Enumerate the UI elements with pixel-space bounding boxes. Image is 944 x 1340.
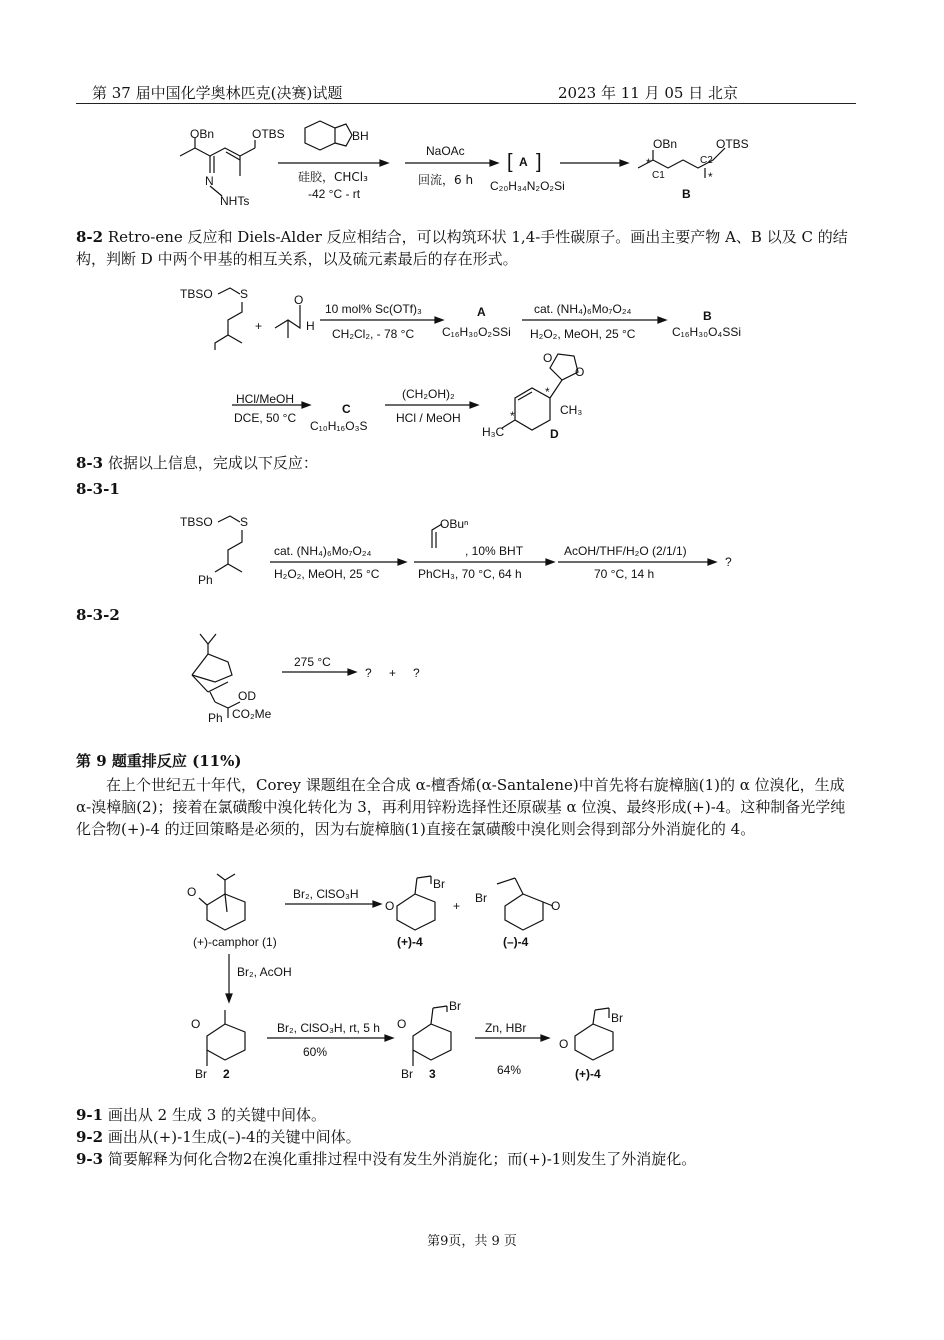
cond-temp: 275 °C: [294, 655, 331, 669]
d-o2: O: [575, 365, 585, 379]
tbso-label: TBSO: [180, 287, 213, 301]
intermediate-a-formula: C₂₀H₃₄N₂O₂Si: [490, 179, 565, 193]
compound-2-label: 2: [223, 1067, 230, 1081]
scheme-5: [185, 870, 645, 1090]
co2me-label: CO₂Me: [232, 707, 272, 721]
ph-label: Ph: [198, 573, 213, 587]
a-label: A: [477, 305, 486, 319]
obu-label: OBuⁿ: [440, 517, 469, 531]
cond3-bottom: DCE, 50 °C: [234, 411, 297, 425]
minus4-br: Br: [475, 891, 487, 905]
h3c-label: H₃C: [482, 425, 505, 439]
star-1: *: [646, 156, 651, 170]
h-label: H: [306, 319, 315, 333]
yield-60: 60%: [303, 1045, 328, 1059]
question-9-3-text: 简要解释为何化合物2在溴化重排过程中没有发生外消旋化；而(+)-1则发生了外消旋化。: [103, 1150, 697, 1168]
o-label: O: [294, 293, 304, 307]
cond2: Br₂, ClSO₃H, rt, 5 h: [277, 1021, 380, 1035]
hydrazone-substrate: [180, 138, 255, 196]
question-8-3-2: 8-3-2: [76, 606, 120, 624]
plus4-structure: [397, 876, 435, 930]
question-9-2: [76, 1126, 361, 1148]
ph-label: Ph: [208, 711, 223, 725]
cond1-temp: -42 °C - rt: [308, 187, 361, 201]
product-plus4-label: (+)-4: [575, 1067, 601, 1081]
cond3-top: HCl/MeOH: [236, 392, 295, 406]
c-label: C: [342, 402, 351, 416]
plus4-label: (+)-4: [397, 935, 423, 949]
norbornene-substrate: [192, 634, 240, 718]
compound-2-structure: [207, 1010, 245, 1066]
plus-sign: +: [255, 319, 263, 333]
compound-2-o: O: [191, 1017, 201, 1031]
star-2: *: [708, 170, 713, 184]
s-label: S: [240, 287, 249, 301]
cond1-top: 10 mol% Sc(OTf)₃: [325, 302, 422, 316]
product-2: ?: [413, 666, 420, 680]
cond4-bottom: HCl / MeOH: [396, 411, 461, 425]
header-title: 第 37 届中国化学奥林匹克(决赛)试题: [92, 84, 343, 102]
question-8-3-1: 8-3-1: [76, 480, 120, 498]
intermediate-a-label: A: [519, 155, 528, 169]
cond-down: Br₂, AcOH: [237, 965, 292, 979]
cond3: Zn, HBr: [485, 1021, 527, 1035]
od-label: OD: [238, 689, 256, 703]
compound-3-label: 3: [429, 1067, 436, 1081]
product-otbs: OTBS: [716, 137, 749, 151]
scheme-3: [170, 508, 770, 598]
plus-sign: +: [453, 899, 461, 913]
question-9-paragraph: 在上个世纪五十年代，Corey 课题组在全合成 α-檀香烯(α-Santalene)中首先将右旋樟脑(1)的 α 位溴化，生成 α-溴樟脑(2)；接着在氯磺酸中溴化转化为 3，再利用锌粉选择性还原碳基 α 位溴、最终形成(+)-4。这种制备光学纯化合物(+)-4 的迂回策略是必须的，因为右旋樟脑(1)直接在氯磺酸中溴化则会得到部分外消旋化的 4。: [76, 776, 846, 838]
compound-3-o: O: [397, 1017, 407, 1031]
cond1-solvent: 硅胶，CHCl₃: [298, 170, 368, 184]
question-8-2-text: Retro-ene 反应和 Diels-Alder 反应相结合，可以构筑环状 1,4-手性碳原子。画出主要产物 A、B 以及 C 的结构，判断 D 中两个甲基的相互关系，以及硫元素最后的存在形式。: [76, 228, 848, 268]
svg-text:]: ]: [536, 151, 542, 173]
nhts-label: NHTs: [220, 194, 250, 208]
minus4-label: (–)-4: [503, 935, 529, 949]
product-obn: OBn: [653, 137, 678, 151]
product-br: Br: [611, 1011, 623, 1025]
bh-label: BH: [352, 129, 369, 143]
plus4-o: O: [385, 899, 395, 913]
star-d2: *: [510, 409, 515, 423]
question-8-3-number: 8-3: [76, 454, 104, 472]
page-footer: 第9页，共 9 页: [427, 1234, 517, 1249]
camphor-label: (+)-camphor (1): [193, 935, 277, 949]
cond3-bottom: 70 °C, 14 h: [594, 567, 655, 581]
camphor-structure: [199, 874, 245, 930]
b-label: B: [703, 309, 712, 323]
catecholborane: [305, 121, 352, 150]
plus4-br: Br: [433, 877, 445, 891]
question-8-3-text: 依据以上信息，完成以下反应：: [103, 454, 318, 472]
question-8-2-number: 8-2: [76, 228, 104, 246]
header-date: 2023 年 11 月 05 日 北京: [558, 84, 738, 102]
cond1-top: cat. (NH₄)₆Mo₇O₂₄: [274, 544, 372, 558]
obn-label: OBn: [190, 127, 215, 141]
minus4-structure: [497, 878, 553, 930]
compound-3-structure: [413, 1006, 451, 1066]
b-formula: C₁₆H₃₀O₄SSi: [672, 325, 741, 339]
cond1-bottom: CH₂Cl₂, - 78 °C: [332, 327, 415, 341]
question-9-1-number: 9-1: [76, 1106, 104, 1124]
camphor-o: O: [187, 885, 197, 899]
c2-label: C2: [700, 155, 713, 166]
n-label: N: [205, 174, 214, 188]
c1-label: C1: [652, 170, 665, 181]
question-9-3-number: 9-3: [76, 1150, 104, 1168]
cond2-top: , 10% BHT: [465, 544, 524, 558]
product-o: O: [559, 1037, 569, 1051]
cond4-top: (CH₂OH)₂: [402, 387, 455, 401]
scheme-1: [160, 118, 800, 218]
otbs-label: OTBS: [252, 127, 285, 141]
scheme-4: [170, 620, 470, 730]
s-label: S: [240, 515, 249, 529]
compound-3-br-top: Br: [449, 999, 461, 1013]
question-9-2-number: 9-2: [76, 1128, 104, 1146]
tbso-label: TBSO: [180, 515, 213, 529]
question-9-1: [76, 1104, 326, 1126]
d-label: D: [550, 427, 559, 440]
question-8-3: [76, 452, 318, 474]
cond2-top: cat. (NH₄)₆Mo₇O₂₄: [534, 302, 632, 316]
cond2-bottom: H₂O₂, MeOH, 25 °C: [530, 327, 636, 341]
cond2-cond: 回流，6 h: [418, 173, 474, 187]
minus4-o: O: [551, 899, 561, 913]
question-9-title: 第 9 题重排反应 (11%): [76, 752, 242, 770]
cond2-reagent: NaOAc: [426, 144, 465, 158]
cond3-top: AcOH/THF/H₂O (2/1/1): [564, 544, 687, 558]
question-9-2-text: 画出从(+)-1生成(–)-4的关键中间体。: [103, 1128, 361, 1146]
ch3-label: CH₃: [560, 403, 583, 417]
c-formula: C₁₀H₁₆O₃S: [310, 419, 368, 433]
question-9-1-text: 画出从 2 生成 3 的关键中间体。: [103, 1106, 327, 1124]
yield-64: 64%: [497, 1063, 522, 1077]
product-plus4-structure: [575, 1008, 613, 1060]
unknown-product: ?: [725, 555, 732, 569]
cond1-bottom: H₂O₂, MeOH, 25 °C: [274, 567, 380, 581]
question-9-3: [76, 1148, 696, 1170]
compound-2-br: Br: [195, 1067, 207, 1081]
a-formula: C₁₆H₃₀O₂SSi: [442, 325, 511, 339]
star-d1: *: [545, 385, 550, 399]
svg-text:[: [: [507, 151, 513, 173]
question-8-2: [76, 226, 856, 270]
product-1: ?: [365, 666, 372, 680]
d-o1: O: [543, 351, 553, 365]
cond2-bottom: PhCH₃, 70 °C, 64 h: [418, 567, 522, 581]
cond1: Br₂, ClSO₃H: [293, 887, 359, 901]
product-b-label: B: [682, 187, 691, 201]
header-divider: [76, 103, 856, 104]
compound-3-br: Br: [401, 1067, 413, 1081]
scheme-2: [170, 280, 790, 440]
plus-sign: +: [389, 666, 397, 680]
